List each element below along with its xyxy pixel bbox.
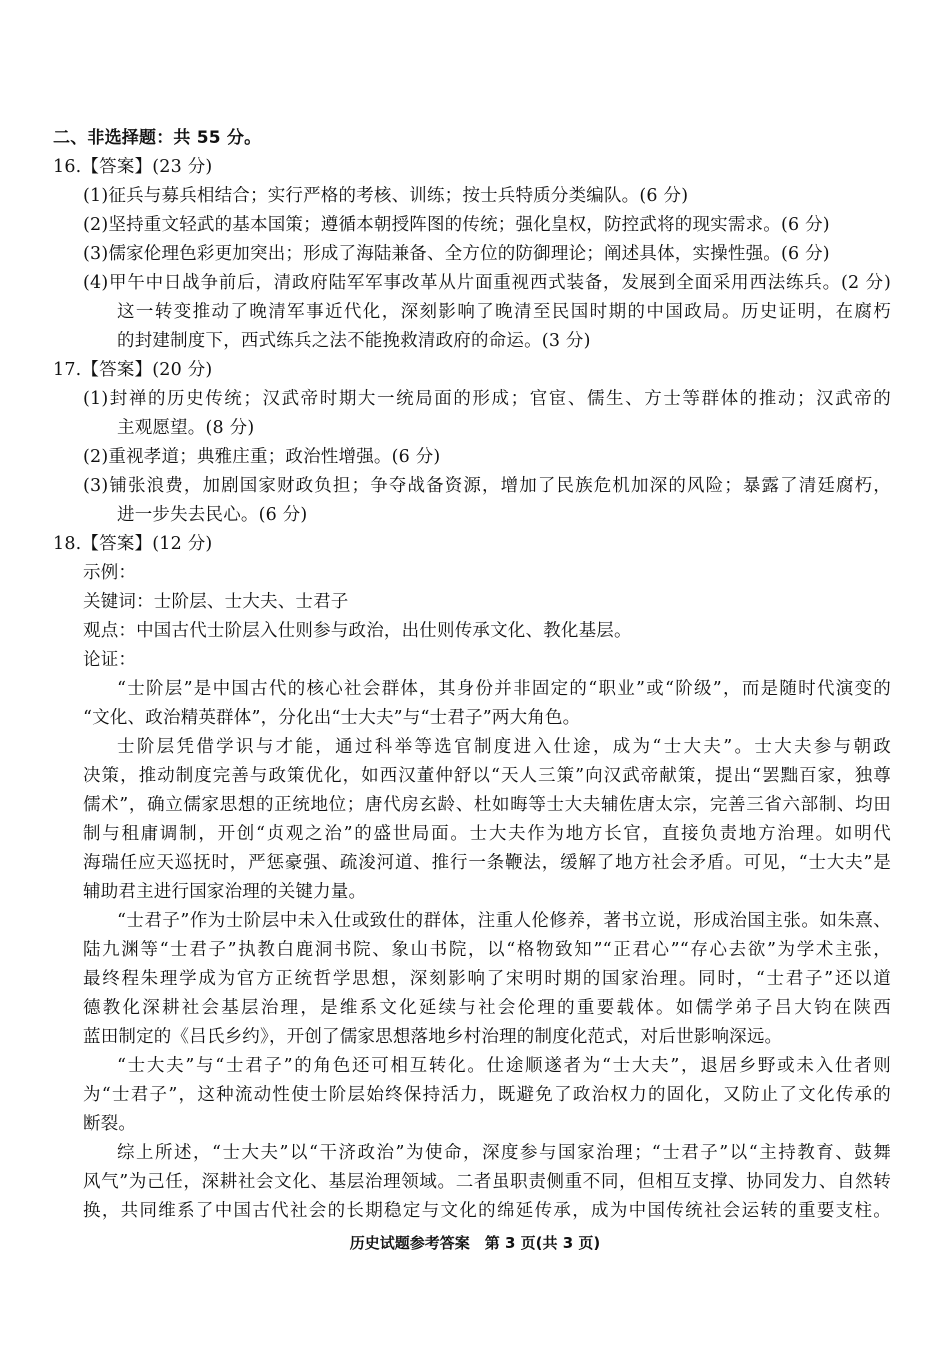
- q18-para3-line-4: 德教化深耕社会基层治理，是维系文化延续与社会伦理的重要载体。如儒学弟子吕大钧在陕西: [83, 998, 891, 1018]
- q16-answer-4-line-1: (4)甲午中日战争前后，清政府陆军军事改革从片面重视西式装备，发展到全面采用西法练兵。(2 分): [83, 273, 891, 293]
- q18-argument-label: 论证：: [83, 650, 137, 670]
- q18-para5-line-1: 综上所述，“士大夫”以“干济政治”为使命，深度参与国家治理；“士君子”以“主持教育、鼓舞: [117, 1143, 891, 1163]
- q18-para3-line-5: 蓝田制定的《吕氏乡约》，开创了儒家思想落地乡村治理的制度化范式，对后世影响深远。: [83, 1027, 783, 1047]
- q17-answer-1-line-2: 主观愿望。(8 分): [117, 418, 255, 438]
- q17-answer-3-line-1: (3)铺张浪费，加剧国家财政负担；争夺战备资源，增加了民族危机加深的风险；暴露了清廷腐朽，: [83, 476, 891, 496]
- q18-para2-line-6: 辅助君主进行国家治理的关键力量。: [83, 882, 367, 902]
- q18-para1-line-1: “士阶层”是中国古代的核心社会群体，其身份并非固定的“职业”或“阶级”，而是随时代演变的: [117, 679, 891, 699]
- q16-answer-3: (3)儒家伦理色彩更加突出；形成了海陆兼备、全方位的防御理论；阐述具体，实操性强。(6 分): [83, 244, 830, 264]
- q16-answer-4-line-2: 这一转变推动了晚清军事近代化，深刻影响了晚清至民国时期的中国政局。历史证明，在腐朽: [117, 302, 891, 322]
- q18-para4-line-2: 为“士君子”，这种流动性使士阶层始终保持活力，既避免了政治权力的固化，又防止了文化传承的: [83, 1085, 891, 1105]
- q18-para3-line-1: “士君子”作为士阶层中未入仕或致仕的群体，注重人伦修养，著书立说，形成治国主张。如朱熹、: [117, 911, 891, 931]
- q18-keywords: 关键词：士阶层、士大夫、士君子: [83, 592, 349, 612]
- q16-answer-4-line-3: 的封建制度下，西式练兵之法不能挽救清政府的命运。(3 分): [117, 331, 591, 351]
- q18-para5-line-3: 换，共同维系了中国古代社会的长期稳定与文化的绵延传承，成为中国传统社会运转的重要支柱。: [83, 1201, 891, 1221]
- q17-header: 17.【答案】(20 分): [53, 360, 213, 380]
- q16-answer-1: (1)征兵与募兵相结合；实行严格的考核、训练；按士兵特质分类编队。(6 分): [83, 186, 689, 206]
- q16-header: 16.【答案】(23 分): [53, 157, 213, 177]
- q18-para2-line-4: 制与租庸调制，开创“贞观之治”的盛世局面。士大夫作为地方长官，直接负责地方治理。如明代: [83, 824, 891, 844]
- q18-para2-line-5: 海瑞任应天巡抚时，严惩豪强、疏浚河道、推行一条鞭法，缓解了地方社会矛盾。可见，“士大夫”是: [83, 853, 891, 873]
- q18-header: 18.【答案】(12 分): [53, 534, 213, 554]
- q17-answer-3-line-2: 进一步失去民心。(6 分): [117, 505, 308, 525]
- q18-para2-line-1: 士阶层凭借学识与才能，通过科举等选官制度进入仕途，成为“士大夫”。士大夫参与朝政: [117, 737, 891, 757]
- q17-answer-1-line-1: (1)封禅的历史传统；汉武帝时期大一统局面的形成；官宦、儒生、方士等群体的推动；汉武帝的: [83, 389, 891, 409]
- q18-para4-line-3: 断裂。: [83, 1114, 137, 1134]
- q16-answer-2: (2)坚持重文轻武的基本国策；遵循本朝授阵图的传统；强化皇权，防控武将的现实需求。(6 分): [83, 215, 830, 235]
- q18-para2-line-2: 决策，推动制度完善与政策优化，如西汉董仲舒以“天人三策”向汉武帝献策，提出“罢黜百家，独尊: [83, 766, 891, 786]
- q18-para5-line-2: 风气”为己任，深耕社会文化、基层治理领域。二者虽职责侧重不同，但相互支撑、协同发力、自然转: [83, 1172, 891, 1192]
- page-footer: 历史试题参考答案 第 3 页(共 3 页): [349, 1234, 601, 1252]
- q18-para1-line-2: “文化、政治精英群体”，分化出“士大夫”与“士君子”两大角色。: [83, 708, 581, 728]
- q18-para3-line-3: 最终程朱理学成为官方正统哲学思想，深刻影响了宋明时期的国家治理。同时，“士君子”还以道: [83, 969, 891, 989]
- q18-para3-line-2: 陆九渊等“士君子”执教白鹿洞书院、象山书院，以“格物致知”“正君心”“存心去欲”为学术主张，: [83, 940, 891, 960]
- q18-example-label: 示例：: [83, 563, 137, 583]
- q17-answer-2: (2)重视孝道；典雅庄重；政治性增强。(6 分): [83, 447, 441, 467]
- q18-para4-line-1: “士大夫”与“士君子”的角色还可相互转化。仕途顺遂者为“士大夫”，退居乡野或未入仕者则: [117, 1056, 891, 1076]
- section-title: 二、非选择题：共 55 分。: [53, 128, 262, 148]
- q18-para2-line-3: 儒术”，确立儒家思想的正统地位；唐代房玄龄、杜如晦等士大夫辅佐唐太宗，完善三省六部制、均田: [83, 795, 891, 815]
- q18-viewpoint: 观点：中国古代士阶层入仕则参与政治，出仕则传承文化、教化基层。: [83, 621, 632, 641]
